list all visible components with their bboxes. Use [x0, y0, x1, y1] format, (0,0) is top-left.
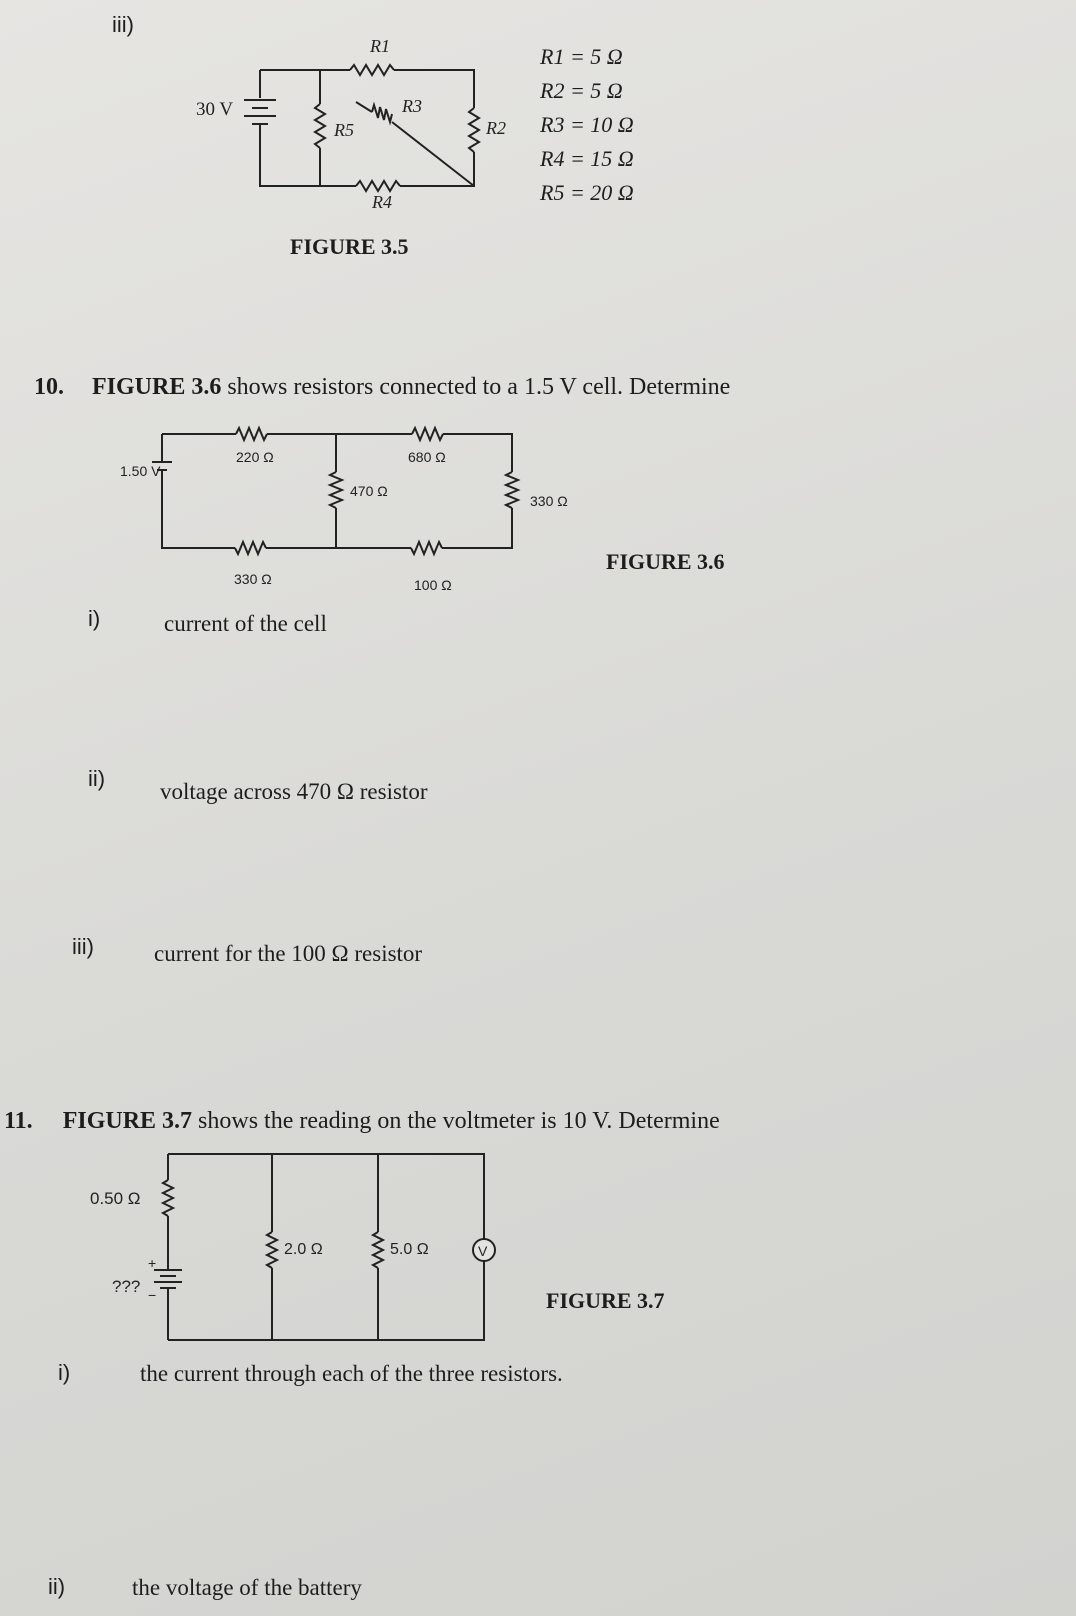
- value-r5: R5 = 20 Ω: [540, 180, 634, 205]
- wire-top-right: [443, 434, 512, 472]
- wire-diag-end: [392, 122, 474, 186]
- resistor-2-0: [267, 1232, 277, 1268]
- value-r1: R1 = 5 Ω: [540, 44, 623, 69]
- resistor-r3: [372, 105, 392, 122]
- wire-bottom-left: [162, 474, 235, 548]
- resistor-330-right: [506, 472, 518, 508]
- figure-3-5-values: [540, 40, 634, 210]
- q10-part-iii-text: current for the 100 Ω resistor: [154, 941, 423, 966]
- label-r3: R3: [402, 96, 422, 116]
- value-r4: R4 = 15 Ω: [540, 146, 634, 171]
- label-r5: R5: [334, 120, 354, 140]
- q10-prompt-text: shows resistors connected to a 1.5 V cell. Determine: [227, 374, 731, 400]
- battery-plus: +: [148, 1255, 157, 1271]
- q10-part-i-text: current of the cell: [164, 611, 327, 636]
- wire-diag-start: [356, 102, 372, 112]
- q10-part-iii-label: iii): [72, 934, 94, 959]
- resistor-r5: [315, 104, 325, 148]
- label-330-right: 330 Ω: [530, 493, 568, 509]
- label-r1: R1: [370, 36, 390, 56]
- label-internal-r: 0.50 Ω: [90, 1189, 141, 1208]
- label-r4: R4: [372, 192, 392, 212]
- caption-figure-3-5: FIGURE 3.5: [290, 234, 409, 259]
- resistor-r4: [356, 181, 400, 191]
- wire-top: [168, 1154, 484, 1340]
- label-330-bottom: 330 Ω: [234, 571, 272, 587]
- q11-prompt: [4, 1108, 720, 1135]
- q10-figure-ref: FIGURE 3.6: [92, 374, 222, 400]
- q11-number: 11.: [4, 1108, 33, 1134]
- part-label-iii-top: iii): [112, 12, 134, 37]
- label-2-0: 2.0 Ω: [284, 1241, 323, 1258]
- resistor-100: [411, 542, 442, 554]
- q10-part-i-label: i): [88, 606, 101, 631]
- label-470: 470 Ω: [350, 483, 388, 499]
- label-1-50v: 1.50 V: [120, 463, 161, 479]
- label-voltmeter: V: [478, 1243, 488, 1259]
- label-r2: R2: [486, 118, 506, 138]
- q11-figure-ref: FIGURE 3.7: [62, 1108, 193, 1134]
- q11-part-i-text: the current through each of the three resistors.: [140, 1361, 563, 1386]
- resistor-220: [236, 428, 267, 440]
- resistor-470: [330, 472, 342, 508]
- label-30v: 30 V: [196, 99, 234, 120]
- value-r3: R3 = 10 Ω: [540, 112, 634, 137]
- q11-part-ii-text: the voltage of the battery: [132, 1575, 362, 1600]
- q10-part-ii-text: voltage across 470 Ω resistor: [160, 779, 428, 804]
- resistor-5-0: [373, 1232, 383, 1268]
- figure-3-6-circuit: [120, 410, 568, 600]
- label-220: 220 Ω: [236, 449, 274, 465]
- figure-3-5-circuit: [190, 30, 506, 220]
- caption-figure-3-6: FIGURE 3.6: [606, 549, 725, 574]
- resistor-internal: [163, 1180, 173, 1216]
- wire-right-bottom: [442, 508, 512, 548]
- q11-prompt-text: shows the reading on the voltmeter is 10 V. Determine: [198, 1108, 720, 1134]
- resistor-680: [412, 428, 443, 440]
- battery-minus: −: [148, 1287, 157, 1303]
- resistor-330-bottom: [235, 542, 266, 554]
- q10-number: 10.: [34, 374, 64, 400]
- q11-part-ii-label: ii): [48, 1574, 66, 1599]
- q10-part-ii-label: ii): [88, 766, 106, 791]
- figure-3-7-circuit: [90, 1148, 520, 1348]
- value-r2: R2 = 5 Ω: [540, 78, 623, 103]
- q11-part-i-label: i): [58, 1360, 71, 1385]
- label-680: 680 Ω: [408, 449, 446, 465]
- resistor-r2: [469, 108, 479, 152]
- resistor-r1: [350, 65, 394, 75]
- caption-figure-3-7: FIGURE 3.7: [546, 1288, 665, 1313]
- q10-prompt: [34, 374, 730, 401]
- label-battery: ???: [112, 1277, 141, 1296]
- label-5-0: 5.0 Ω: [390, 1241, 429, 1258]
- label-100: 100 Ω: [414, 577, 452, 593]
